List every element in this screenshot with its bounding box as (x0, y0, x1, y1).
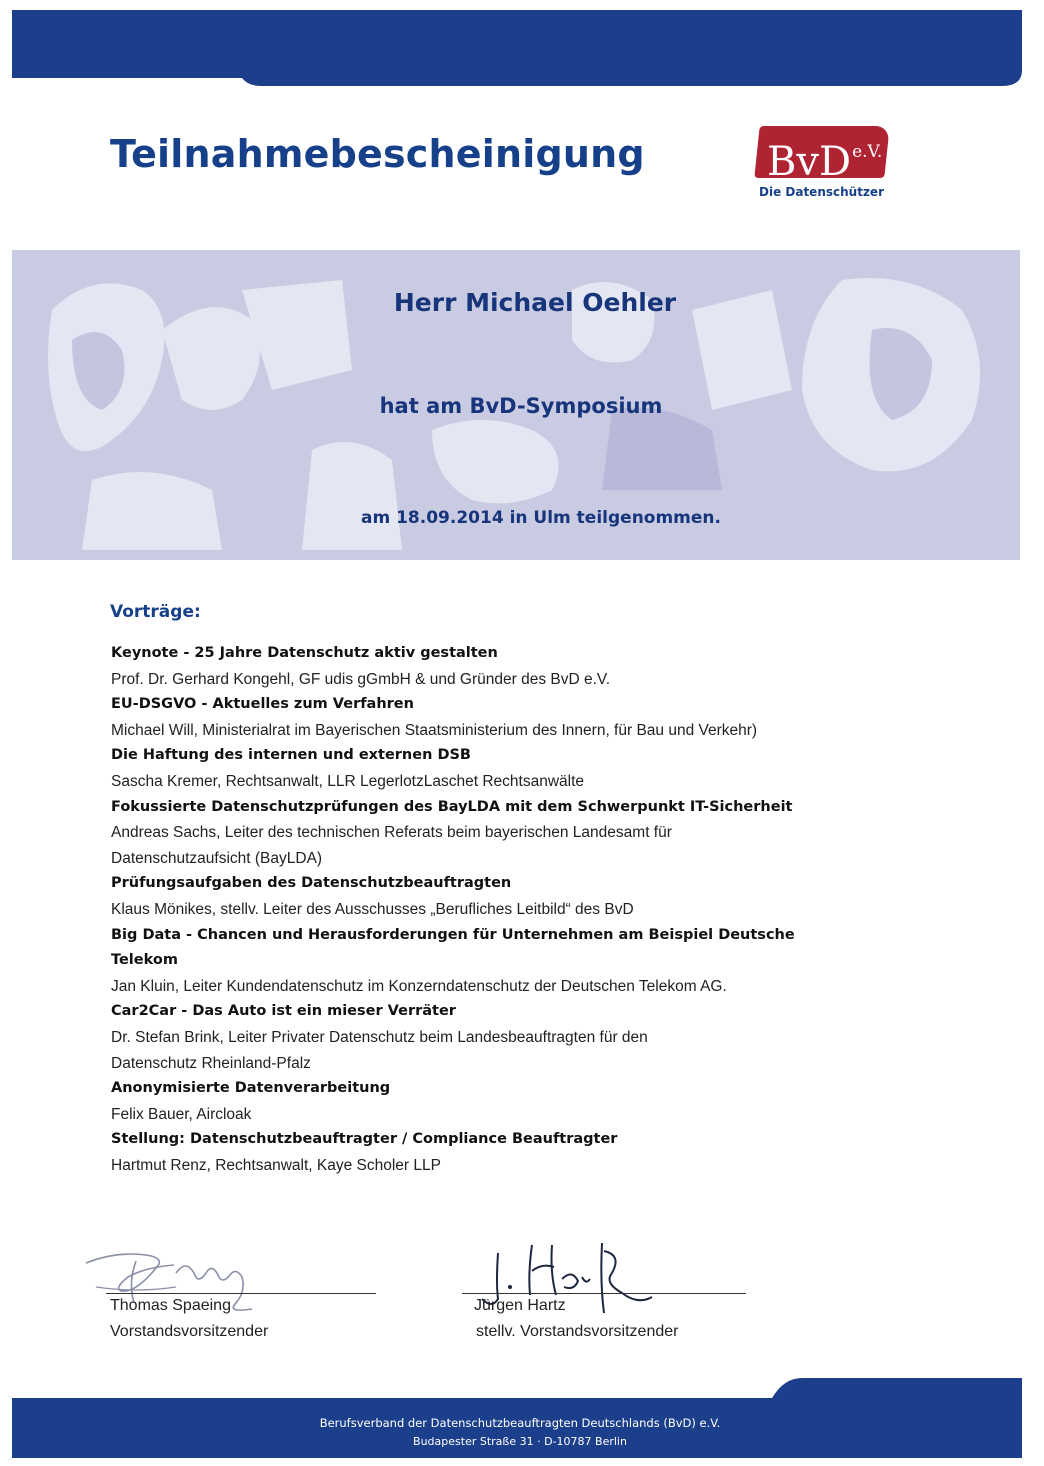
talk-speaker: Jan Kluin, Leiter Kundendatenschutz im Konzerndatenschutz der Deutschen Telekom AG. (111, 977, 727, 995)
header-bar (12, 10, 1022, 88)
recipient-banner (12, 250, 1020, 560)
talk-title: Anonymisierte Datenverarbeitung (111, 1080, 391, 1097)
talk-item (111, 871, 911, 922)
talk-item (111, 923, 911, 1000)
talk-item (111, 743, 911, 794)
footer-bar (12, 1378, 1022, 1458)
page-title: Teilnahmebescheinigung (110, 132, 645, 176)
signature-right (462, 1233, 742, 1353)
event-statement: hat am BvD-Symposium (379, 394, 663, 418)
talk-title: Big Data - Chancen und Herausforderungen für Unternehmen am Beispiel Deutsche Telekom (111, 926, 795, 969)
signature-line (106, 1293, 376, 1294)
talk-speaker: Hartmut Renz, Rechtsanwalt, Kaye Scholer LLP (111, 1156, 441, 1174)
talk-speaker: Felix Bauer, Aircloak (111, 1105, 252, 1123)
talks-list (111, 641, 911, 1178)
talk-title: Stellung: Datenschutzbeauftragter / Compliance Beauftragter (111, 1131, 618, 1148)
talk-item (111, 1127, 911, 1178)
talk-speaker: Prof. Dr. Gerhard Kongehl, GF udis gGmbH & und Gründer des BvD e.V. (111, 670, 611, 688)
talk-item (111, 1076, 911, 1127)
talk-title: Fokussierte Datenschutzprüfungen des BayLDA mit dem Schwerpunkt IT-Sicherheit (111, 798, 793, 815)
date-place-statement: am 18.09.2014 in Ulm teilgenommen. (361, 508, 721, 528)
talk-speaker: Michael Will, Ministerialrat im Bayerischen Staatsministerium des Innern, für Bau und Verkehr) (111, 721, 758, 739)
signatory-name: Thomas Spaeing (110, 1297, 231, 1314)
logo-tagline: Die Datenschützer (759, 185, 884, 199)
footer-organization: Berufsverband der Datenschutzbeauftragten Deutschlands (BvD) e.V. (319, 1416, 721, 1430)
talk-item (111, 999, 911, 1076)
logo-wordmark: BvD$^{e.V.}$ (767, 139, 883, 185)
signature-left (76, 1233, 356, 1353)
signatory-role: stellv. Vorstandsvorsitzender (476, 1323, 679, 1340)
signatory-role: Vorstandsvorsitzender (110, 1323, 269, 1340)
talk-title: Keynote - 25 Jahre Datenschutz aktiv gestalten (111, 645, 498, 661)
talk-item (111, 795, 911, 872)
talk-speaker: Andreas Sachs, Leiter des technischen Referats beim bayerischen Landesamt für Datenschutzaufsicht (BayLDA) (111, 824, 672, 867)
recipient-name: Herr Michael Oehler (393, 288, 677, 317)
talk-item (111, 641, 911, 692)
footer-address: Budapester Straße 31 · D-10787 Berlin (413, 1435, 627, 1448)
bvd-logo (757, 126, 897, 206)
signatory-name: Jürgen Hartz (474, 1297, 566, 1314)
talk-title: EU-DSGVO - Aktuelles zum Verfahren (111, 696, 414, 713)
talks-heading: Vorträge: (110, 602, 201, 622)
talk-title: Die Haftung des internen und externen DSB (111, 747, 471, 764)
talk-speaker: Sascha Kremer, Rechtsanwalt, LLR LegerlotzLaschet Rechtsanwälte (111, 772, 584, 790)
talk-speaker: Klaus Mönikes, stellv. Leiter des Ausschusses „Berufliches Leitbild“ des BvD (111, 900, 634, 918)
talk-title: Car2Car - Das Auto ist ein mieser Verräter (111, 1003, 456, 1020)
talk-title: Prüfungsaufgaben des Datenschutzbeauftragten (111, 875, 512, 892)
talk-speaker: Dr. Stefan Brink, Leiter Privater Datenschutz beim Landesbeauftragten für den Datenschutz Rheinland-Pfalz (111, 1028, 648, 1072)
signature-line (462, 1293, 746, 1294)
talk-item (111, 692, 911, 743)
